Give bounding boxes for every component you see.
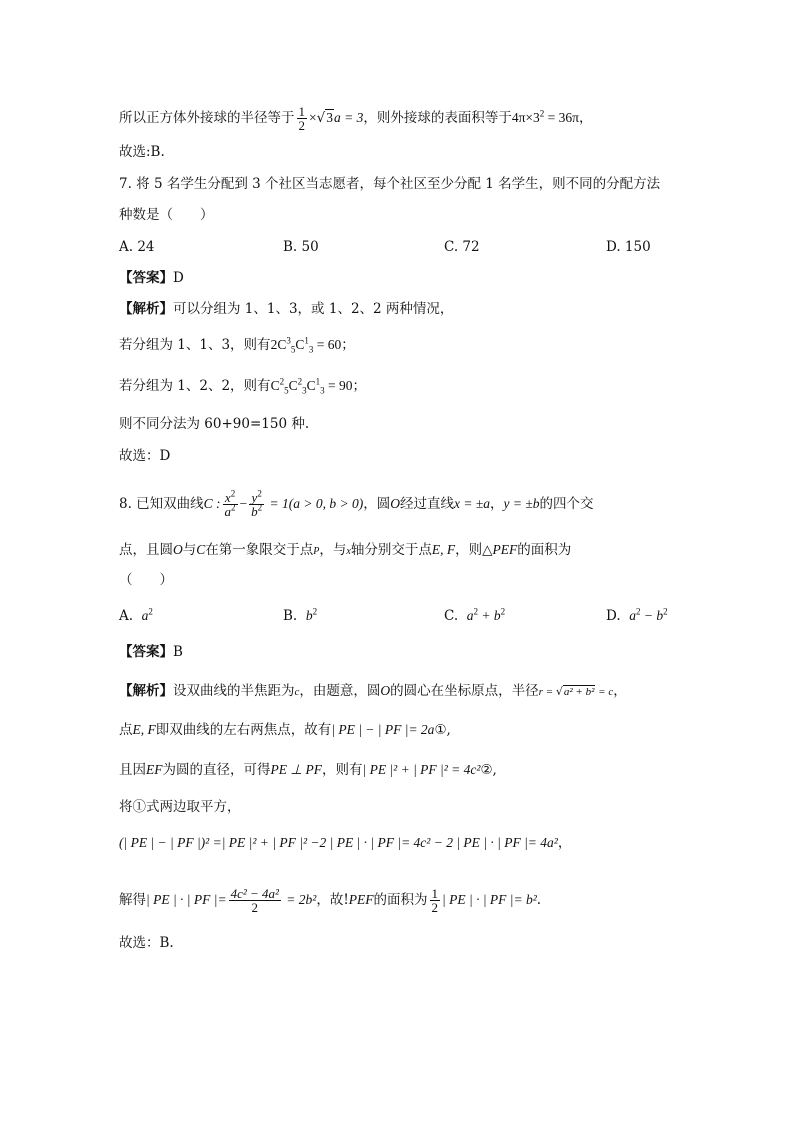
- solution-line-radius: 所以正方体外接球的半径等于 $\frac{1}{2}$ ×√3a = 3，则外接球的表面积等于$4\pi\times 3^2 = 36\pi$，: [119, 104, 593, 133]
- question-8-line2: 点，且圆O与C在第一象限交于点P，与x轴分别交于点E, F，则△PEF的面积为: [119, 542, 572, 558]
- q8-analysis-1: 【解析】设双曲线的半焦距为c，由题意，圆O的圆心在坐标原点，半径r = √a² + b² = c，: [119, 683, 627, 699]
- q8-analysis-5: (| PE | − | PF |)² =| PE |² + | PF |² −2 | PE | · | PF |= 4c² − 2 | PE | · | PF |= 4a²，: [119, 835, 572, 851]
- q8-analysis-2: 点E, F即双曲线的左右两焦点，故有| PE | − | PF |= 2a①,: [119, 722, 451, 738]
- q8-answer: 【答案】B: [119, 644, 183, 660]
- q8-option-c: C. $a^2 + b^2$: [444, 606, 506, 624]
- q8-analysis-3: 且因EF为圆的直径，可得PE ⊥ PF，则有| PE |² + | PF |² = 4c²②,: [119, 762, 497, 778]
- q8-analysis-4: 将①式两边取平方，: [119, 799, 241, 815]
- q7-option-b: B. 50: [283, 239, 319, 255]
- q8-option-d: D. $a^2 - b^2$: [606, 606, 668, 624]
- q7-answer: 【答案】D: [119, 270, 184, 286]
- q7-total: 则不同分法为 60+90=150 种.: [119, 416, 310, 432]
- fraction-half: $\frac{1}{2}$: [298, 104, 305, 133]
- q8-option-b: B. $b^2$: [283, 606, 318, 624]
- q8-option-a: A. $a^2$: [119, 606, 153, 624]
- q7-case2: 若分组为 1、2、2，则有$C^2_5C^2_3C^1_3 = 90$；: [119, 376, 366, 396]
- question-7-line2: 种数是（ ）: [119, 207, 214, 223]
- q7-option-a: A. 24: [119, 239, 155, 255]
- q7-choose: 故选：D: [119, 448, 171, 464]
- question-8-line1: 8. 已知双曲线C : $\frac{x^2}{a^2}$ − $\frac{y^2}{b^2}$ = 1(a > 0, b > 0)，圆O经过直线x = ±a，y = ±b的四个交: [119, 488, 594, 519]
- question-7-line1: 7. 将 5 名学生分配到 3 个社区当志愿者，每个社区至少分配 1 名学生，则不同的分配方法: [119, 176, 661, 192]
- q7-case1: 若分组为 1、1、3，则有$2C^3_5C^1_3 = 60$；: [119, 335, 355, 355]
- q7-option-c: C. 72: [444, 239, 480, 255]
- question-8-paren: （ ）: [119, 572, 173, 588]
- choose-b-line: 故选:B.: [119, 144, 165, 160]
- q8-analysis-6: 解得| PE | · | PF |= $\frac{\text{4c² − 4a²}}{2}$ = 2b²，故!PEF的面积为 $\frac{1}{2}$ | PE | · | PF |= b².: [119, 886, 542, 915]
- q7-analysis: 【解析】可以分组为 1、1、3，或 1、2、2 两种情况，: [119, 301, 454, 317]
- q8-choose: 故选：B.: [119, 935, 174, 951]
- q7-option-d: D. 150: [606, 239, 651, 255]
